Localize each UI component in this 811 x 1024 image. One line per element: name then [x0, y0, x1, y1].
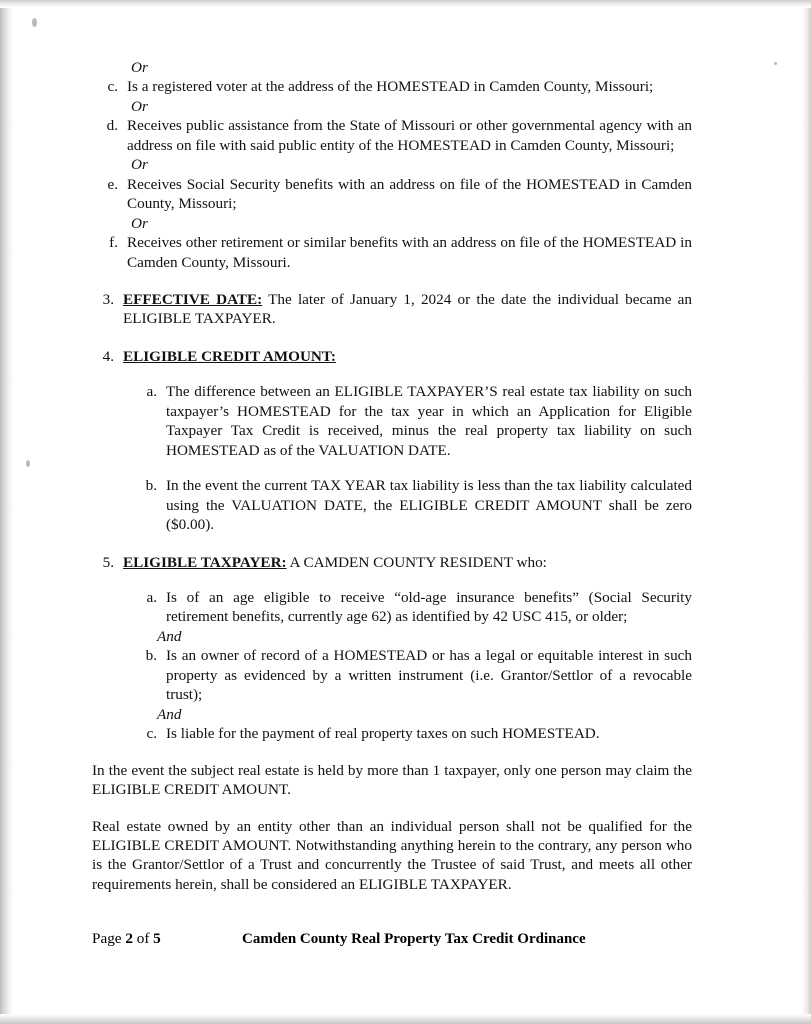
section-body: [123, 553, 692, 572]
list-marker: a.: [146, 383, 157, 401]
section-title: EFFECTIVE DATE:: [123, 290, 263, 308]
footer-document-title: Camden County Real Property Tax Credit Ordinance: [242, 931, 586, 947]
list-text: The difference between an ELIGIBLE TAXPAYER’S real estate tax liability on such taxpayer’s HOMESTEAD for the tax year in which an Application for Eligible Taxpayer Tax Credit is received, minus the real property tax liability on such HOMESTEAD as of the VALUATION DATE.: [166, 383, 692, 459]
list-marker: c.: [146, 725, 157, 743]
list-marker: a.: [146, 588, 157, 606]
footer-page-middle: of: [132, 930, 154, 947]
section-body: [123, 290, 692, 329]
section-title: ELIGIBLE TAXPAYER:: [123, 553, 287, 571]
list-item: [92, 175, 692, 214]
list-text: Is an owner of record of a HOMESTEAD or has a legal or equitable interest in such property as evidenced by a written instrument (i.e. Grantor/Settlor of a revocable trust);: [166, 647, 692, 704]
list-item: [131, 382, 692, 460]
list-item: [92, 77, 692, 96]
section-body: [123, 347, 692, 366]
footer-current-page: 2: [125, 930, 133, 947]
section-title-trailing: A CAMDEN COUNTY RESIDENT who:: [286, 553, 547, 571]
footer-total-pages: 5: [153, 930, 161, 947]
list-text: Is of an age eligible to receive “old-age insurance benefits” (Social Security retirement benefits, currently age 62) as identified by 42 USC 415, or older;: [166, 588, 692, 626]
list-text: Receives other retirement or similar benefits with an address on file of the HOMESTEAD in Camden County, Missouri.: [127, 234, 692, 271]
footer-page-prefix: Page: [92, 930, 126, 947]
scan-edge-left: [0, 0, 14, 1024]
section-eligible-taxpayer: [92, 553, 692, 744]
scan-edge-top: [0, 0, 811, 8]
list-item: [131, 646, 692, 704]
closing-paragraph: Real estate owned by an entity other than an individual person shall not be qualified for the ELIGIBLE CREDIT AMOUNT. Notwithstanding anything herein to the contrary, any person who is the Grantor/Settlor of a Trust and concurrently the Trustee of said Trust, and meets all other requirements herein, shall be considered an ELIGIBLE TAXPAYER.: [92, 817, 692, 893]
section-sub-list: [92, 588, 692, 744]
list-marker: e.: [107, 175, 118, 193]
scan-speck: [26, 460, 30, 467]
page-footer: [92, 930, 712, 948]
list-text: Is a registered voter at the address of the HOMESTEAD in Camden County, Missouri;: [127, 78, 654, 96]
list-item: [131, 588, 692, 627]
list-text: Receives public assistance from the State of Missouri or other governmental agency with an address on file with said public entity of the HOMESTEAD in Camden County, Missouri;: [127, 117, 692, 154]
list-text: Is liable for the payment of real property taxes on such HOMESTEAD.: [166, 725, 600, 743]
section-number: 5.: [102, 553, 114, 571]
list-marker: c.: [107, 78, 118, 96]
section-eligible-credit-amount: [92, 347, 692, 535]
scan-speck: [774, 62, 777, 65]
connector-or: Or: [131, 59, 148, 76]
scan-speck: [32, 18, 37, 27]
list-text: Receives Social Security benefits with an address on file of the HOMESTEAD in Camden County, Missouri;: [127, 175, 692, 213]
connector-and: And: [157, 627, 182, 645]
list-marker: f.: [109, 234, 118, 252]
section-number: 4.: [102, 347, 114, 365]
list-marker: d.: [106, 117, 118, 135]
list-text: In the event the current TAX YEAR tax liability is less than the tax liability calculated using the VALUATION DATE, the ELIGIBLE CREDIT AMOUNT shall be zero ($0.00).: [166, 477, 692, 534]
connector-or: Or: [131, 97, 148, 115]
scan-edge-bottom: [0, 1014, 811, 1024]
section-heading-row: [92, 347, 692, 366]
section-title-trailing: The later of January 1, 2024 or the date the individual became an ELIGIBLE TAXPAYER.: [123, 290, 692, 328]
list-item: [92, 233, 692, 272]
section-heading-row: [92, 290, 692, 329]
connector-or: Or: [131, 156, 148, 174]
section-sub-list: [92, 382, 692, 534]
top-list: [92, 58, 692, 272]
list-item: [131, 476, 692, 534]
connector-and: And: [157, 705, 182, 723]
section-title: ELIGIBLE CREDIT AMOUNT:: [123, 347, 336, 365]
list-item: [92, 116, 692, 155]
document-body: [92, 58, 692, 910]
section-heading-row: [92, 553, 692, 572]
footer-page-number: [92, 930, 242, 948]
closing-paragraph: In the event the subject real estate is held by more than 1 taxpayer, only one person may claim the ELIGIBLE CREDIT AMOUNT.: [92, 761, 692, 799]
scan-edge-right: [801, 0, 811, 1024]
list-marker: b.: [145, 647, 157, 665]
connector-or: Or: [131, 214, 148, 232]
list-marker: b.: [145, 477, 157, 495]
section-number: 3.: [102, 290, 114, 308]
list-item: [131, 724, 692, 743]
section-effective-date: [92, 290, 692, 329]
